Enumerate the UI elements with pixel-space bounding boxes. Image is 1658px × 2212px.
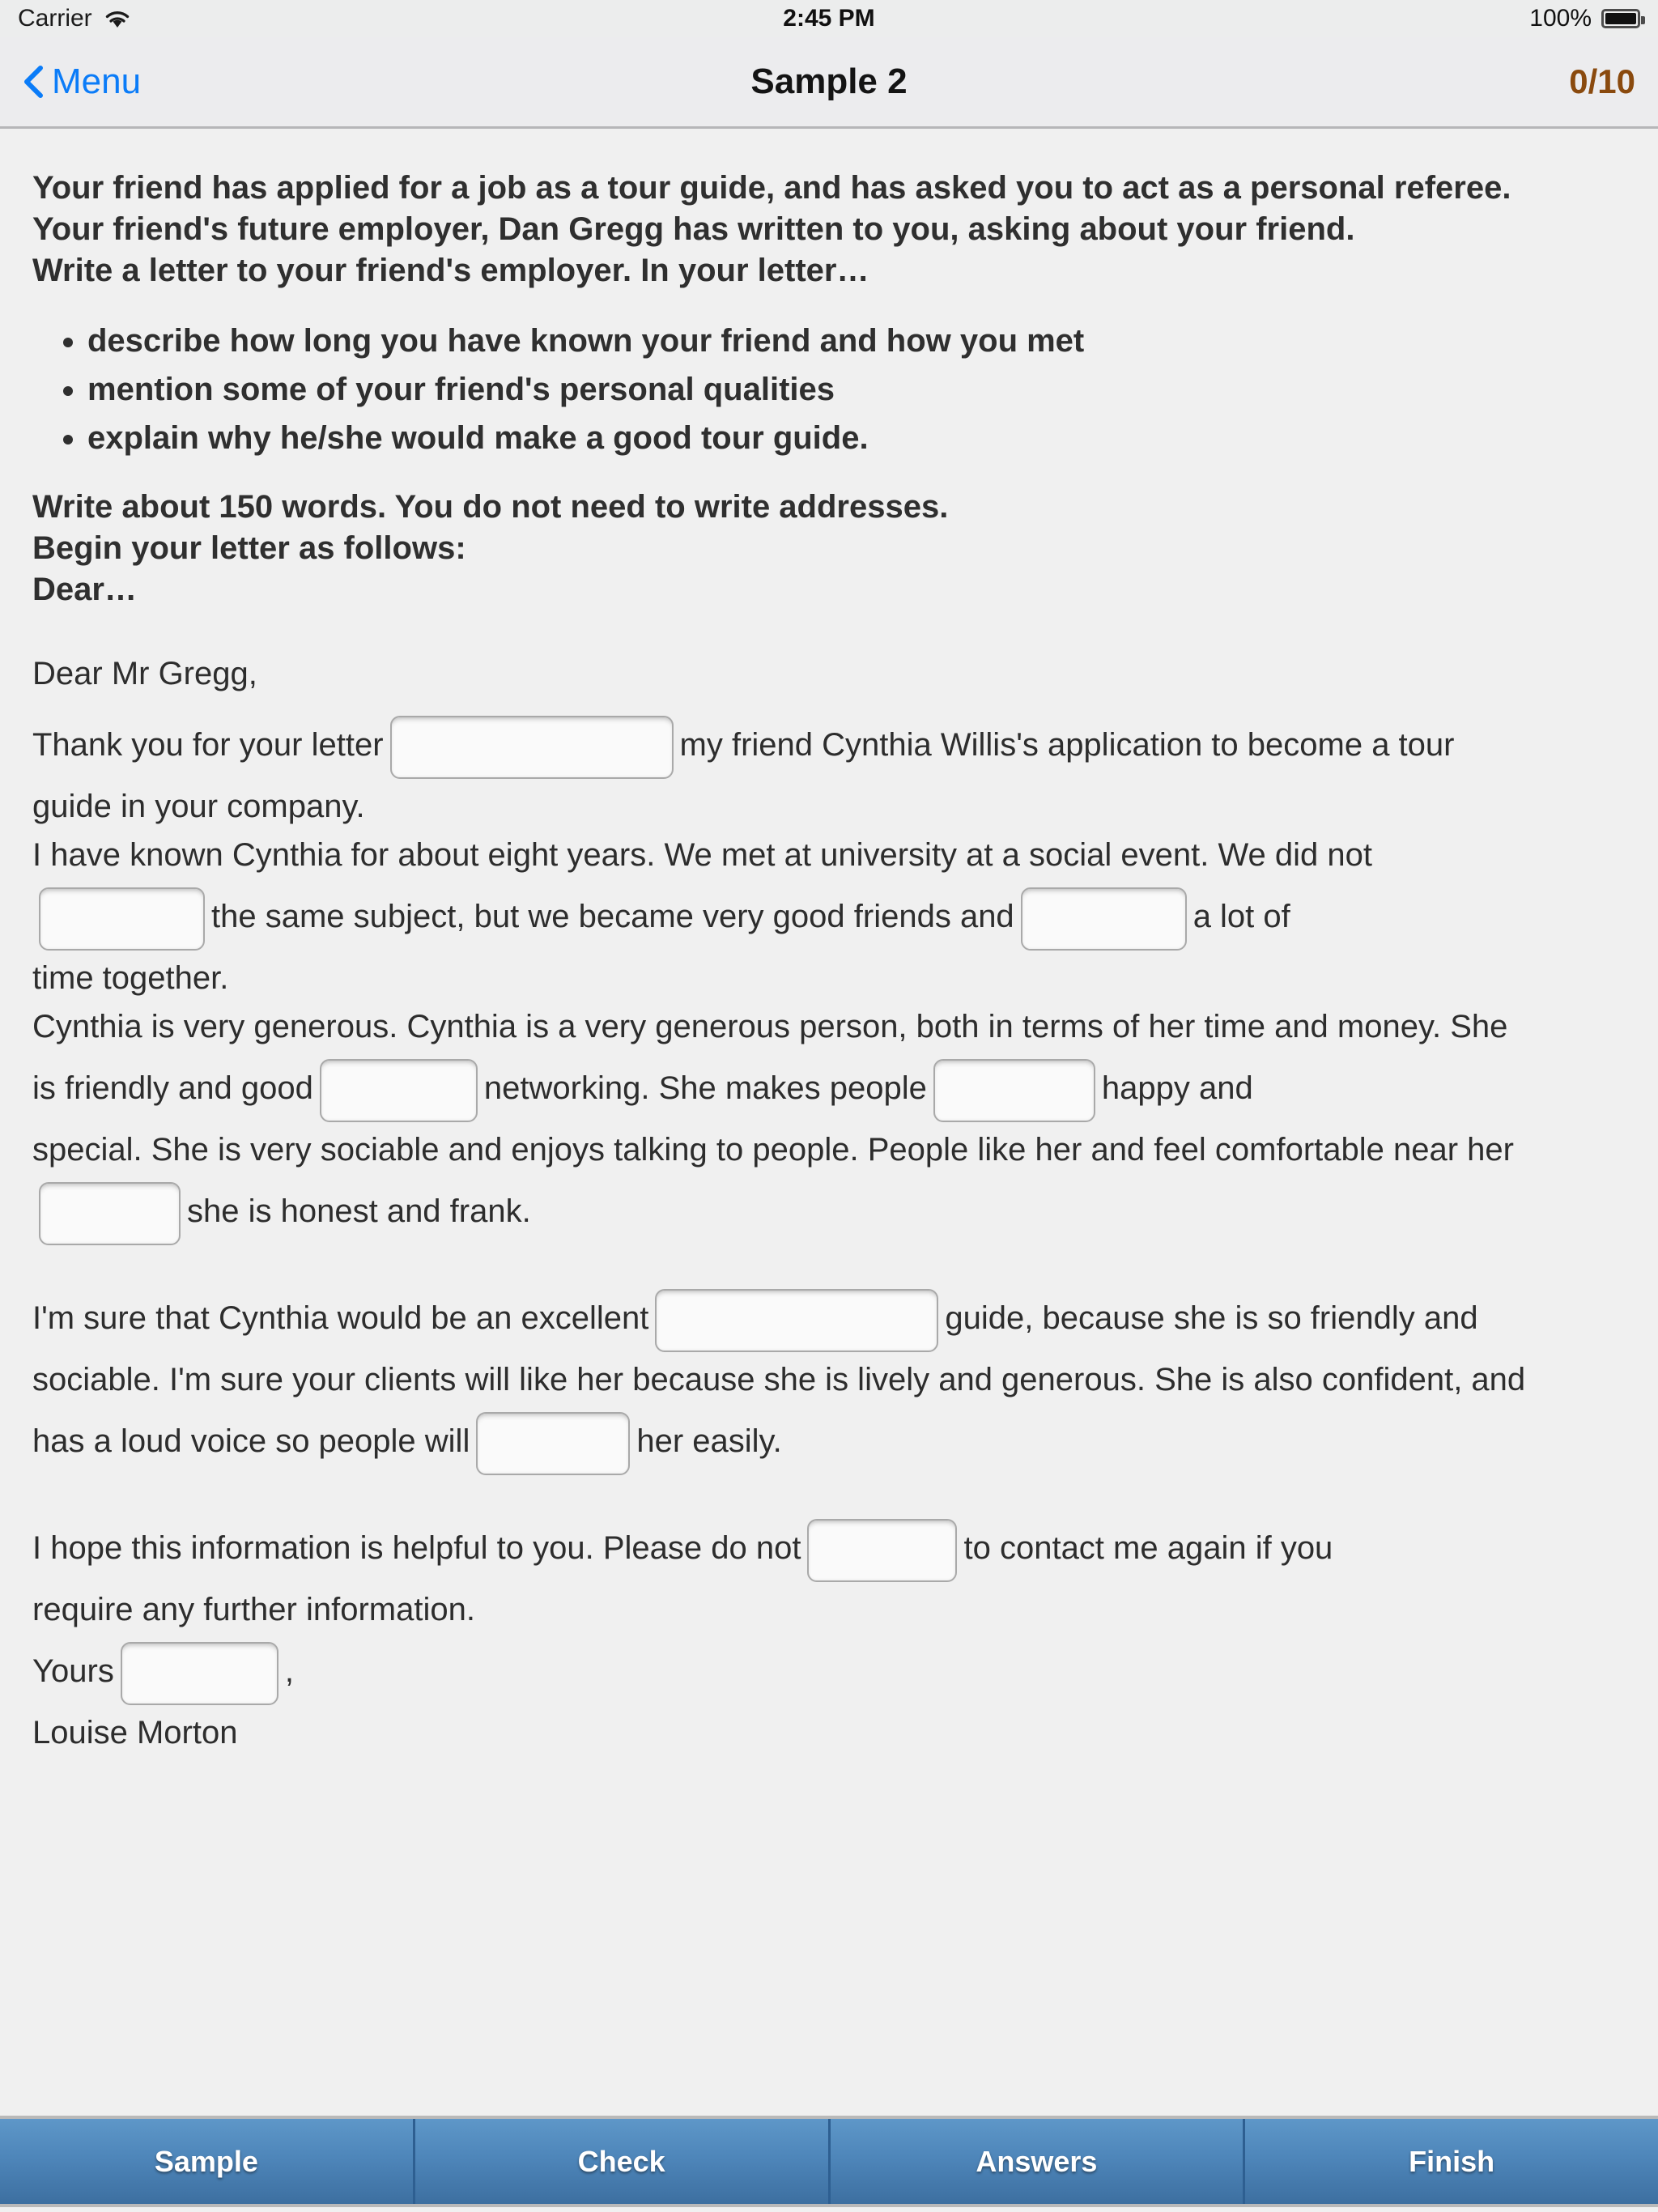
letter-line: require any further information. <box>32 1592 475 1628</box>
letter-text: Yours <box>32 1653 114 1690</box>
letter-line <box>32 1051 1626 1125</box>
letter-line: Cynthia is very generous. Cynthia is a very generous person, both in terms of her time and money. She <box>32 1009 1508 1045</box>
letter-line <box>32 1174 1626 1249</box>
letter-line <box>32 708 1626 782</box>
gap-input-4[interactable] <box>320 1059 478 1122</box>
answers-button[interactable]: Answers <box>831 2119 1246 2204</box>
letter-paragraph-4 <box>32 1281 1626 1478</box>
list-item: • explain why he/she would make a good tour guide. <box>87 417 1626 459</box>
letter-line <box>32 1281 1626 1355</box>
letter-text: the same subject, but we became very good friends and <box>211 899 1014 935</box>
prompt-line-1: Your friend has applied for a job as a tour guide, and has asked you to act as a personal referee. <box>32 170 1511 206</box>
chevron-left-icon <box>23 65 44 99</box>
letter-line: special. She is very sociable and enjoys talking to people. People like her and feel comfortable near her <box>32 1132 1514 1168</box>
back-button-label: Menu <box>52 62 142 101</box>
battery-full-icon <box>1601 9 1640 28</box>
letter-signature: Louise Morton <box>32 1715 238 1751</box>
battery-percent-label: 100% <box>1529 5 1592 32</box>
letter-text: my friend Cynthia Willis's application to become a tour <box>679 727 1455 764</box>
letter-paragraph-3 <box>32 1002 1626 1249</box>
gap-input-2[interactable] <box>39 887 205 951</box>
letter-text: I'm sure that Cynthia would be an excellent <box>32 1300 649 1337</box>
status-bar-time: 2:45 PM <box>783 5 875 32</box>
list-item: • describe how long you have known your friend and how you met <box>87 320 1626 362</box>
letter-paragraph-2 <box>32 831 1626 1002</box>
letter-text: a lot of <box>1192 899 1290 935</box>
prompt-line-2: Your friend's future employer, Dan Gregg has written to you, asking about your friend. <box>32 211 1355 248</box>
letter-text: is friendly and good <box>32 1070 313 1107</box>
prompt-tail-line-2: Begin your letter as follows: <box>32 530 466 566</box>
list-item: • mention some of your friend's personal qualities <box>87 368 1626 410</box>
check-button[interactable]: Check <box>415 2119 831 2204</box>
gap-input-3[interactable] <box>1021 887 1187 951</box>
carrier-label: Carrier <box>18 5 92 32</box>
gap-input-7[interactable] <box>655 1289 938 1352</box>
task-bullet-list <box>87 320 1626 459</box>
letter-line: I have known Cynthia for about eight years. We met at university at a social event. We did not <box>32 837 1372 874</box>
letter-text: networking. She makes people <box>483 1070 927 1107</box>
gap-input-5[interactable] <box>933 1059 1095 1122</box>
prompt-tail-line-1: Write about 150 words. You do not need to write addresses. <box>32 488 949 525</box>
status-bar-left <box>18 5 131 32</box>
exercise-content <box>0 129 1658 2116</box>
page-title: Sample 2 <box>750 62 908 101</box>
letter-text: Thank you for your letter <box>32 727 384 764</box>
letter-text: she is honest and frank. <box>187 1193 531 1230</box>
letter-line: time together. <box>32 960 229 997</box>
letter-salutation: Dear Mr Gregg, <box>32 656 257 692</box>
letter-text: , <box>284 1653 294 1690</box>
back-to-menu-button[interactable] <box>23 62 141 102</box>
letter-body <box>32 649 1626 1757</box>
letter-line: guide in your company. <box>32 789 365 825</box>
score-badge: 0/10 <box>1569 62 1635 100</box>
gap-input-10[interactable] <box>121 1642 278 1705</box>
letter-line: sociable. I'm sure your clients will like her because she is lively and generous. She is also confident, and <box>32 1362 1526 1398</box>
letter-text: guide, because she is so friendly and <box>945 1300 1478 1337</box>
gap-input-6[interactable] <box>39 1182 181 1245</box>
nav-bar <box>0 37 1658 129</box>
gap-input-1[interactable] <box>390 716 674 779</box>
letter-text: I hope this information is helpful to you. Please do not <box>32 1530 801 1567</box>
letter-line <box>32 1511 1626 1585</box>
letter-text: to contact me again if you <box>963 1530 1333 1567</box>
sample-button[interactable]: Sample <box>0 2119 415 2204</box>
letter-line <box>32 879 1626 954</box>
finish-button[interactable]: Finish <box>1409 2144 1495 2178</box>
task-prompt-tail <box>32 487 1626 611</box>
letter-paragraph-5 <box>32 1511 1626 1634</box>
status-bar-right <box>1529 5 1640 32</box>
gap-input-8[interactable] <box>476 1412 630 1475</box>
letter-paragraph-6 <box>32 1634 1626 1757</box>
prompt-line-3: Write a letter to your friend's employer. In your letter… <box>32 253 869 289</box>
letter-text: happy and <box>1101 1070 1253 1107</box>
letter-line <box>32 1634 1626 1708</box>
letter-paragraph-1 <box>32 708 1626 831</box>
prompt-tail-line-3: Dear… <box>32 571 137 607</box>
letter-text: has a loud voice so people will <box>32 1423 470 1460</box>
bottom-toolbar <box>0 2116 1658 2207</box>
status-bar <box>0 0 1658 37</box>
task-prompt <box>32 168 1626 292</box>
wifi-icon <box>104 8 131 29</box>
letter-text: her easily. <box>636 1423 782 1460</box>
gap-input-9[interactable] <box>807 1519 957 1582</box>
letter-line <box>32 1404 1626 1478</box>
